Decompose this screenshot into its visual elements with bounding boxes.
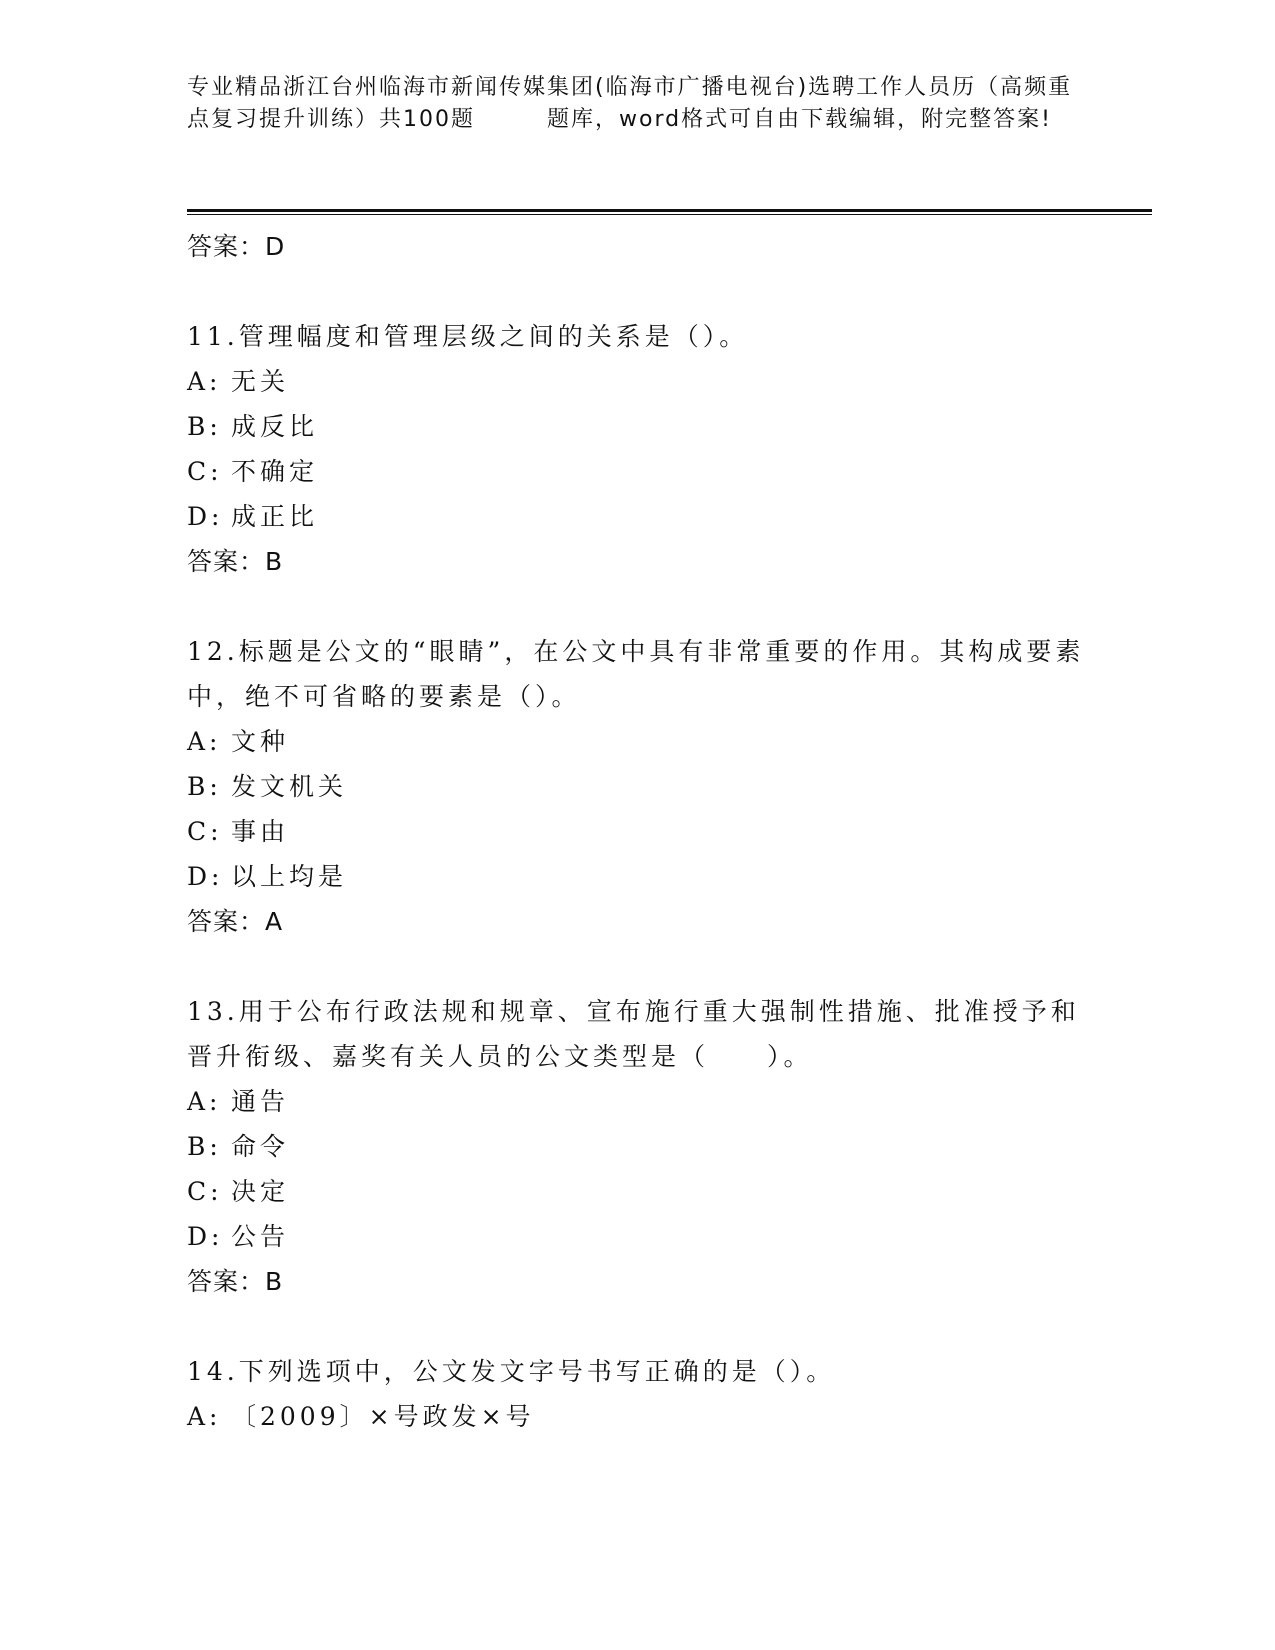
option-text: 成正比 (231, 502, 319, 531)
answer: 答案：B (187, 547, 284, 576)
option-text: 〔2009〕×号政发×号 (231, 1402, 535, 1431)
option-d (187, 854, 1087, 899)
option-text: 以上均是 (231, 862, 348, 891)
answer: 答案：B (187, 1267, 284, 1296)
option-a (187, 1079, 1087, 1124)
option-text: 发文机关 (231, 772, 348, 801)
option-a (187, 719, 1087, 764)
option-text: 不确定 (231, 457, 319, 486)
option-text: 无关 (231, 367, 290, 396)
option-d (187, 1214, 1087, 1259)
spacer (187, 1304, 1087, 1349)
question-12 (187, 629, 1087, 944)
option-a (187, 359, 1087, 404)
question-text: 13.用于公布行政法规和规章、宣布施行重大强制性措施、批准授予和晋升衔级、嘉奖有关人员的公文类型是（ ）。 (187, 997, 1080, 1071)
option-label: D: (187, 502, 224, 531)
question-list (187, 224, 1087, 1439)
option-label: A: (187, 1087, 222, 1116)
spacer (187, 269, 1087, 314)
question-text: 14.下列选项中，公文发文字号书写正确的是（）。 (187, 1357, 836, 1386)
option-c (187, 449, 1087, 494)
option-text: 公告 (231, 1222, 290, 1251)
spacer (187, 944, 1087, 989)
header-divider-thin (187, 214, 1152, 215)
option-b (187, 764, 1087, 809)
option-label: A: (187, 367, 222, 396)
option-label: A: (187, 1402, 222, 1431)
option-text: 通告 (231, 1087, 290, 1116)
spacer (187, 584, 1087, 629)
question-text: 12.标题是公文的“眼睛”，在公文中具有非常重要的作用。其构成要素中，绝不可省略的要素是（）。 (187, 637, 1085, 711)
option-a (187, 1394, 1087, 1439)
option-label: C: (187, 817, 223, 846)
option-label: C: (187, 1177, 223, 1206)
option-b (187, 404, 1087, 449)
document-header: 专业精品浙江台州临海市新闻传媒集团(临海市广播电视台)选聘工作人员历（高频重点复习提升训练）共100题 题库，word格式可自由下载编辑，附完整答案! (187, 75, 1073, 132)
option-text: 命令 (231, 1132, 290, 1161)
question-13 (187, 989, 1087, 1304)
option-text: 事由 (231, 817, 290, 846)
option-d (187, 494, 1087, 539)
option-c (187, 809, 1087, 854)
question-text: 11.管理幅度和管理层级之间的关系是（）。 (187, 322, 749, 351)
option-c (187, 1169, 1087, 1214)
option-label: D: (187, 1222, 224, 1251)
header-divider-thick (187, 209, 1152, 212)
option-label: B: (187, 412, 222, 441)
question-14 (187, 1349, 1087, 1439)
option-label: C: (187, 457, 223, 486)
question-11 (187, 314, 1087, 584)
answer: 答案：A (187, 907, 284, 936)
option-text: 成反比 (231, 412, 319, 441)
option-label: A: (187, 727, 222, 756)
option-text: 文种 (231, 727, 290, 756)
option-label: B: (187, 1132, 222, 1161)
option-label: D: (187, 862, 224, 891)
option-b (187, 1124, 1087, 1169)
option-text: 决定 (231, 1177, 290, 1206)
previous-answer: 答案：D (187, 232, 286, 261)
option-label: B: (187, 772, 222, 801)
